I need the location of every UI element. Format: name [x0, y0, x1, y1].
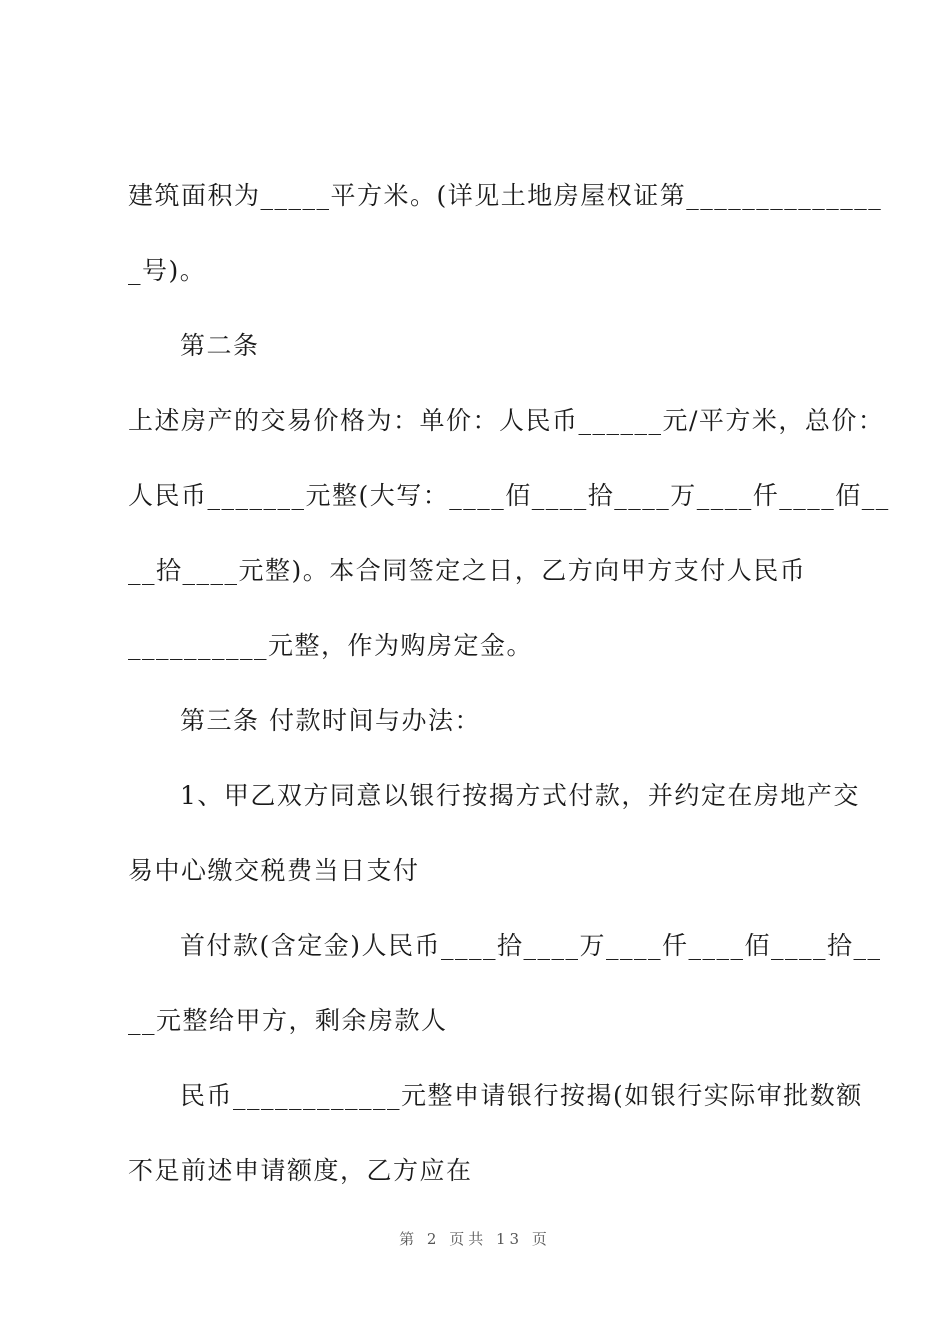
body-line-contract-signing: __拾____元整)。本合同签定之日，乙方向甲方支付人民币: [128, 556, 807, 585]
article-2-heading: 第二条: [180, 331, 260, 360]
down-payment-line-2: __元整给甲方，剩余房款人: [128, 1006, 448, 1035]
article-3-heading: 第三条 付款时间与办法：: [180, 706, 481, 735]
body-line-certificate-number: _号)。: [128, 256, 207, 285]
mortgage-line-1: 民币____________元整申请银行按揭(如银行实际审批数额: [180, 1081, 863, 1110]
body-line-unit-price: 上述房产的交易价格为：单价：人民币______元/平方米，总价：: [128, 406, 885, 435]
clause-1-line-1: 1、甲乙双方同意以银行按揭方式付款，并约定在房地产交: [180, 781, 860, 810]
clause-1-line-2: 易中心缴交税费当日支付: [128, 856, 420, 885]
body-line-total-price: 人民币_______元整(大写：____佰____拾____万____仟____佰__: [128, 481, 890, 510]
down-payment-line-1: 首付款(含定金)人民币____拾____万____仟____佰____拾__: [180, 931, 882, 960]
mortgage-line-2: 不足前述申请额度，乙方应在: [128, 1156, 473, 1185]
body-line-deposit: __________元整，作为购房定金。: [128, 631, 534, 660]
page-number-footer: 第 2 页共 13 页: [399, 1230, 551, 1248]
body-line-area: 建筑面积为_____平方米。(详见土地房屋权证第______________: [128, 181, 883, 210]
